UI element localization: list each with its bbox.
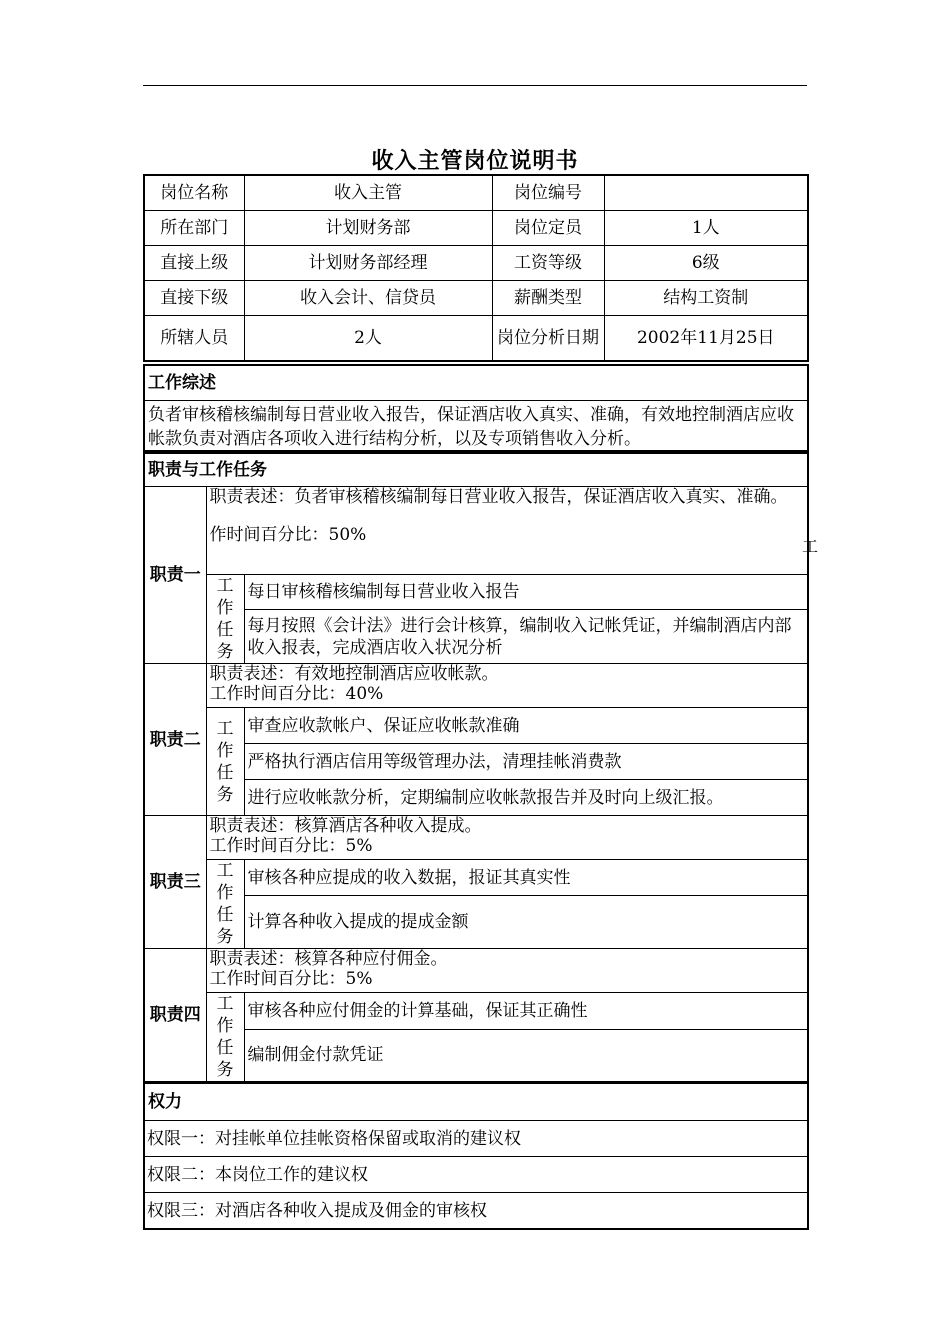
duty-task-row xyxy=(144,860,808,896)
duty-time-percent: 作时间百分比：50% xyxy=(209,525,367,545)
info-label: 所辖人员 xyxy=(144,316,244,362)
duty-desc-text: 职责表述：有效地控制酒店应收帐款。 xyxy=(209,664,499,684)
duty-label: 职责二 xyxy=(144,664,206,816)
duty-task-row xyxy=(144,780,808,816)
powers-heading: 权力 xyxy=(148,1092,182,1112)
duty-desc-text: 职责表述：核算各种应付佣金。 xyxy=(209,949,448,969)
duties-heading: 职责与工作任务 xyxy=(148,460,267,480)
duty-task: 审核各种应付佣金的计算基础，保证其正确性 xyxy=(244,993,808,1030)
duty-desc-row xyxy=(144,949,808,993)
info-value xyxy=(604,175,808,211)
stray-character: 工 xyxy=(802,537,819,556)
duty-task-row xyxy=(144,1029,808,1082)
info-value: 结构工资制 xyxy=(604,281,808,316)
duty-task: 计算各种收入提成的提成金额 xyxy=(244,896,808,949)
info-row xyxy=(144,281,808,316)
duty-time-percent: 工作时间百分比：5% xyxy=(209,836,373,856)
power-item: 权限一：对挂帐单位挂帐资格保留或取消的建议权 xyxy=(145,1120,807,1156)
duty-description xyxy=(206,949,808,993)
work-summary-section xyxy=(143,364,809,454)
info-value: 2人 xyxy=(244,316,492,362)
info-label: 薪酬类型 xyxy=(492,281,604,316)
duty-description xyxy=(206,816,808,860)
info-row xyxy=(144,316,808,362)
info-value: 收入会计、信贷员 xyxy=(244,281,492,316)
duty-task-row xyxy=(144,575,808,610)
header-rule xyxy=(143,85,807,86)
info-label: 工资等级 xyxy=(492,246,604,281)
info-row xyxy=(144,211,808,246)
duty-task: 每日审核稽核编制每日营业收入报告 xyxy=(244,575,808,610)
info-label: 岗位分析日期 xyxy=(492,316,604,362)
work-task-label: 工作任务 xyxy=(206,860,244,949)
document-title: 收入主管岗位说明书 xyxy=(371,148,579,174)
duty-task: 严格执行酒店信用等级管理办法，清理挂帐消费款 xyxy=(244,744,808,780)
duty-description xyxy=(206,487,808,575)
duty-label: 职责一 xyxy=(144,487,206,664)
duty-task-row xyxy=(144,993,808,1030)
info-row xyxy=(144,246,808,281)
powers-section xyxy=(143,1082,809,1230)
info-label: 岗位编号 xyxy=(492,175,604,211)
duty-label: 职责三 xyxy=(144,816,206,949)
work-task-label: 工作任务 xyxy=(206,708,244,816)
duty-task: 进行应收帐款分析，定期编制应收帐款报告并及时向上级汇报。 xyxy=(244,780,808,816)
info-value: 1人 xyxy=(604,211,808,246)
info-value: 计划财务部 xyxy=(244,211,492,246)
info-value: 6级 xyxy=(604,246,808,281)
info-label: 直接下级 xyxy=(144,281,244,316)
work-task-label: 工作任务 xyxy=(206,575,244,664)
duty-task: 审查应收款帐户、保证应收帐款准确 xyxy=(244,708,808,744)
work-task-label: 工作任务 xyxy=(206,993,244,1083)
info-value: 收入主管 xyxy=(244,175,492,211)
duty-task-row xyxy=(144,896,808,949)
duty-desc-text: 职责表述：核算酒店各种收入提成。 xyxy=(209,816,482,836)
info-value: 计划财务部经理 xyxy=(244,246,492,281)
duty-time-percent: 工作时间百分比：40% xyxy=(209,684,384,704)
duties-table xyxy=(143,486,809,1083)
work-summary-heading: 工作综述 xyxy=(145,366,807,401)
power-item: 权限二：本岗位工作的建议权 xyxy=(145,1156,807,1192)
info-label: 岗位定员 xyxy=(492,211,604,246)
duty-desc-row xyxy=(144,664,808,708)
duty-task-row xyxy=(144,708,808,744)
duty-task-row xyxy=(144,744,808,780)
info-label: 直接上级 xyxy=(144,246,244,281)
duty-task-row xyxy=(144,610,808,664)
power-item: 权限三：对酒店各种收入提成及佣金的审核权 xyxy=(145,1192,807,1228)
duty-description xyxy=(206,664,808,708)
info-row xyxy=(144,175,808,211)
duty-desc-text: 职责表述：负者审核稽核编制每日营业收入报告，保证酒店收入真实、准确。 xyxy=(209,487,788,507)
duty-task: 审核各种应提成的收入数据，报证其真实性 xyxy=(244,860,808,896)
duties-section-header xyxy=(143,450,809,488)
info-value: 2002年11月25日 xyxy=(604,316,808,362)
position-info-table xyxy=(143,174,809,362)
work-summary-text: 负者审核稽核编制每日营业收入报告，保证酒店收入真实、准确，有效地控制酒店应收帐款负责对酒店各项收入进行结构分析，以及专项销售收入分析。 xyxy=(148,405,794,449)
duty-desc-row xyxy=(144,487,808,575)
info-label: 所在部门 xyxy=(144,211,244,246)
duty-task: 每月按照《会计法》进行会计核算，编制收入记帐凭证，并编制酒店内部收入报表，完成酒店收入状况分析 xyxy=(244,610,808,664)
duty-task: 编制佣金付款凭证 xyxy=(244,1029,808,1082)
duty-label: 职责四 xyxy=(144,949,206,1083)
duty-time-percent: 工作时间百分比：5% xyxy=(209,969,373,989)
duty-desc-row xyxy=(144,816,808,860)
info-label: 岗位名称 xyxy=(144,175,244,211)
